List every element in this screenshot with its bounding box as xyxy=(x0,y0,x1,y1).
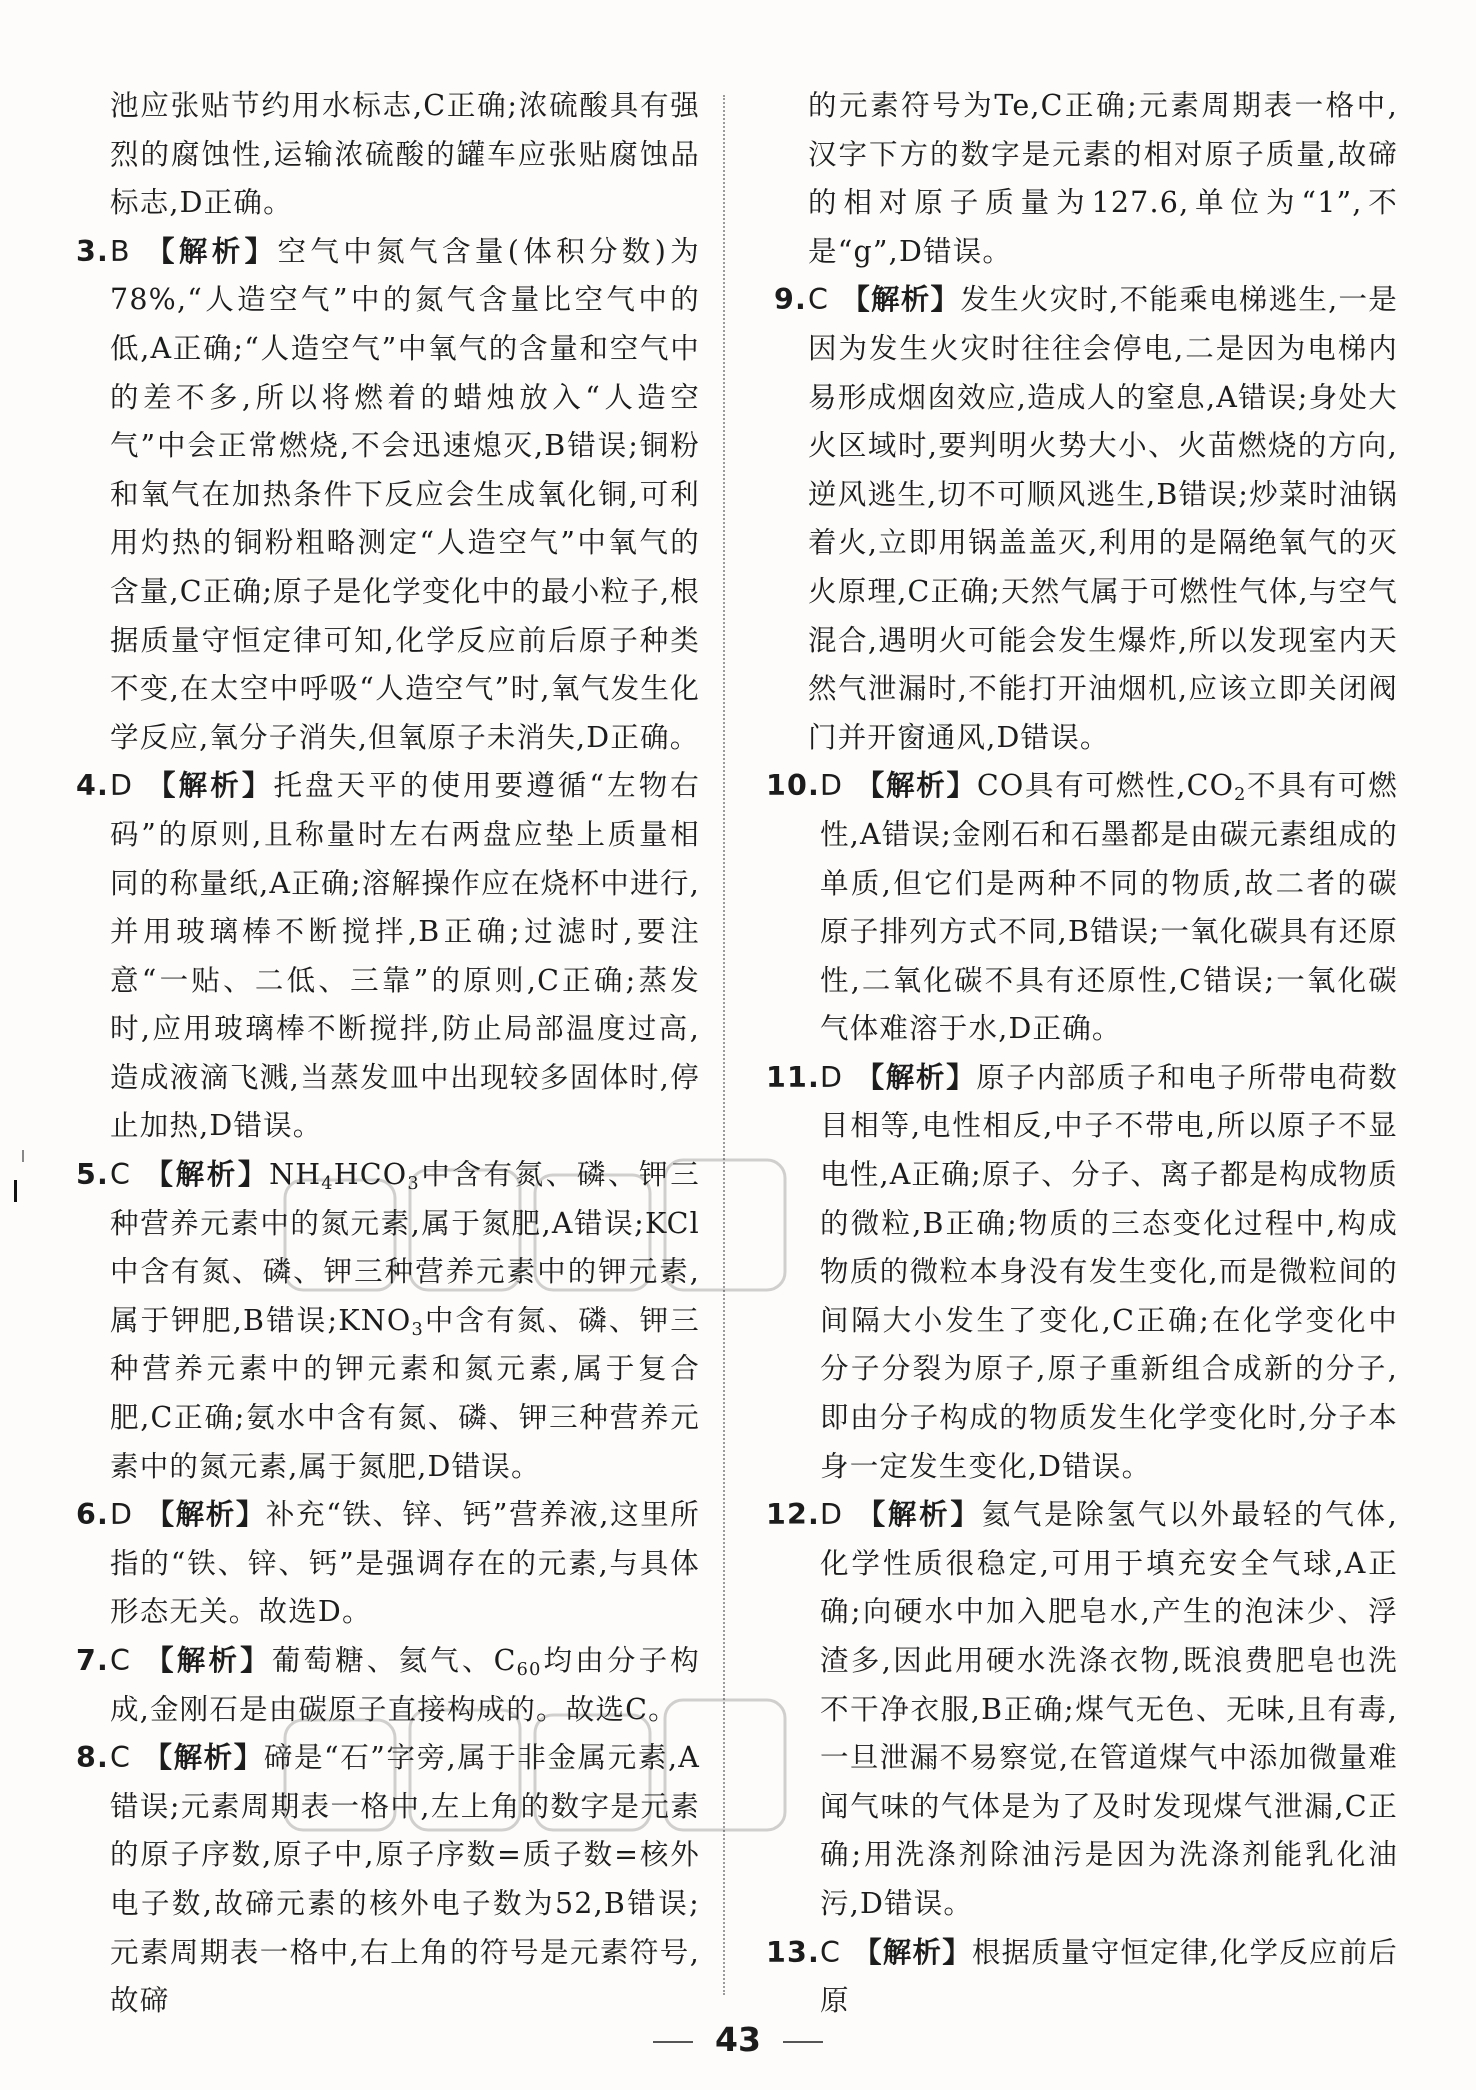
answer-letter: C xyxy=(820,1935,842,1969)
analysis-tag: 【解析】 xyxy=(145,1498,266,1532)
analysis-text: 中含有氮、磷、钾三种营养元素中的钾元素和氮元素,属于复合肥,C正确;氨水中含有氮、磷、钾三种营养元素中的氮元素,属于氮肥,D错误。 xyxy=(110,1303,700,1483)
answer-item-12 xyxy=(766,1491,1398,1928)
formula-subscript: 3 xyxy=(411,1319,424,1340)
analysis-tag: 【解析】 xyxy=(143,1741,264,1775)
analysis-tag: 【解析】 xyxy=(145,769,274,803)
answer-item-4 xyxy=(76,762,700,1151)
analysis-text: 原子内部质子和电子所带电荷数目相等,电性相反,中子不带电,所以原子不显电性,A正确;原子、分子、离子都是构成物质的微粒,B正确;物质的三态变化过程中,构成物质的微粒本身没有发生变化,而是微粒间的间隔大小发生了变化,C正确;在化学变化中分子分裂为原子,原子重新组合成新的分子,即由分子构成的物质发生化学变化时,分子本身一定发生变化,D错误。 xyxy=(820,1060,1398,1483)
analysis-text: 补充“铁、锌、钙”营养液,这里所指的“铁、锌、钙”是强调存在的元素,与具体形态无关。故选D。 xyxy=(110,1498,700,1629)
scan-mark xyxy=(14,1180,17,1202)
item-number: 10. xyxy=(766,769,821,803)
analysis-text: 发生火灾时,不能乘电梯逃生,一是因为发生火灾时往往会停电,二是因为电梯内易形成烟囱效应,造成人的窒息,A错误;身处大火区域时,要判明火势大小、火苗燃烧的方向,逆风逃生,切不可顺风逃生,B错误;炒菜时油锅着火,立即用锅盖盖灭,利用的是隔绝氧气的灭火原理,C正确;天然气属于可燃性气体,与空气混合,遇明火可能会发生爆炸,所以发现室内天然气泄漏时,不能打开油烟机,应该立即关闭阀门并开窗通风,D错误。 xyxy=(808,283,1398,754)
answer-item-10 xyxy=(766,762,1398,1054)
scan-mark xyxy=(22,1150,24,1162)
answer-item-7 xyxy=(76,1637,700,1734)
analysis-text: 托盘天平的使用要遵循“左物右码”的原则,且称量时左右两盘应垫上质量相同的称量纸,A正确;溶解操作应在烧杯中进行,并用玻璃棒不断搅拌,B正确;过滤时,要注意“一贴、二低、三靠”的原则,C正确;蒸发时,应用玻璃棒不断搅拌,防止局部温度过高,造成液滴飞溅,当蒸发皿中出现较多固体时,停止加热,D错误。 xyxy=(110,769,700,1143)
formula-nh4hco3: $NH_4HCO_3$ xyxy=(269,1158,420,1194)
item-number: 13. xyxy=(766,1935,821,1969)
right-column xyxy=(766,82,1398,2026)
left-continuation-text: 池应张贴节约用水标志,C正确;浓硫酸具有强烈的腐蚀性,运输浓硫酸的罐车应张贴腐蚀品标志,D正确。 xyxy=(110,89,700,220)
analysis-text: 葡萄糖、氦气、C xyxy=(271,1644,517,1677)
answer-item-3 xyxy=(76,228,700,763)
answer-letter: C xyxy=(110,1158,132,1192)
analysis-text: 均由分子构成,金刚石是由碳原子直接构成的。故选C。 xyxy=(110,1644,700,1726)
answer-item-9 xyxy=(774,276,1398,762)
footer-dash-left xyxy=(653,2041,693,2043)
item-number: 4. xyxy=(76,769,110,803)
answer-letter: D xyxy=(820,1060,844,1094)
item-number: 3. xyxy=(76,234,110,268)
item-number: 11. xyxy=(766,1060,821,1094)
analysis-text: 碲是“石”字旁,属于非金属元素,A错误;元素周期表一格中,左上角的数字是元素的原子序数,原子中,原子序数=质子数=核外电子数,故碲元素的核外电子数为52,B错误;元素周期表一格中,右上角的符号是元素符号,故碲 xyxy=(110,1741,700,2018)
item-number: 7. xyxy=(76,1644,110,1677)
analysis-text: 中含有氮、磷、钾三种营养元素中的氮元素,属于氮肥,A错误;KCl中含有氮、磷、钾三种营养元素中的钾元素,属于钾肥,B错误;KNO xyxy=(110,1158,700,1337)
analysis-text: 空气中氮气含量(体积分数)为78%,“人造空气”中的氮气含量比空气中的低,A正确;“人造空气”中氧气的含量和空气中的差不多,所以将燃着的蜡烛放入“人造空气”中会正常燃烧,不会迅速熄灭,B错误;铜粉和氧气在加热条件下反应会生成氧化铜,可利用灼热的铜粉粗略测定“人造空气”中氧气的含量,C正确;原子是化学变化中的最小粒子,根据质量守恒定律可知,化学反应前后原子种类不变,在太空中呼吸“人造空气”时,氧气发生化学反应,氧分子消失,但氧原子未消失,D正确。 xyxy=(110,234,700,754)
formula-subscript: 2 xyxy=(1234,785,1247,806)
answer-letter: D xyxy=(820,769,844,803)
left-column xyxy=(76,82,700,2026)
answer-letter: D xyxy=(110,1498,134,1532)
analysis-tag: 【解析】 xyxy=(855,1498,982,1532)
answer-item-8 xyxy=(76,1734,700,2026)
right-continuation-text: 的元素符号为Te,C正确;元素周期表一格中,汉字下方的数字是元素的相对原子质量,故碲的相对原子质量为127.6,单位为“1”,不是“g”,D错误。 xyxy=(808,89,1398,268)
analysis-tag: 【解析】 xyxy=(143,1644,272,1677)
page-number: 43 xyxy=(715,2020,761,2059)
analysis-tag: 【解析】 xyxy=(142,234,278,268)
answer-item-13 xyxy=(766,1929,1398,2026)
item-number: 6. xyxy=(76,1498,110,1532)
footer-dash-right xyxy=(783,2041,823,2043)
analysis-text: 氦气是除氢气以外最轻的气体,化学性质很稳定,可用于填充安全气球,A正确;向硬水中加入肥皂水,产生的泡沫少、浮渣多,因此用硬水洗涤衣物,既浪费肥皂也洗不干净衣服,B正确;煤气无色、无味,且有毒,一旦泄漏不易察觉,在管道煤气中添加微量难闻气味的气体是为了及时发现煤气泄漏,C正确;用洗涤剂除油污是因为洗涤剂能乳化油污,D错误。 xyxy=(820,1498,1398,1920)
answer-letter: D xyxy=(110,769,134,803)
item-number: 5. xyxy=(76,1158,110,1192)
item-number: 9. xyxy=(774,283,808,317)
answer-item-5 xyxy=(76,1151,700,1491)
answer-letter: C xyxy=(808,283,830,317)
answer-item-11 xyxy=(766,1054,1398,1491)
analysis-tag: 【解析】 xyxy=(855,1060,977,1094)
page-footer xyxy=(0,2020,1476,2059)
answer-letter: D xyxy=(820,1498,844,1532)
analysis-tag: 【解析】 xyxy=(143,1158,270,1192)
analysis-tag: 【解析】 xyxy=(841,283,961,317)
answer-letter: C xyxy=(110,1741,132,1775)
item-number: 12. xyxy=(766,1498,821,1532)
answer-letter: C xyxy=(110,1644,132,1677)
formula-subscript: 60 xyxy=(516,1659,542,1680)
analysis-text: 根据质量守恒定律,化学反应前后原 xyxy=(820,1935,1398,2018)
analysis-tag: 【解析】 xyxy=(853,1935,972,1969)
item-number: 8. xyxy=(76,1741,110,1775)
analysis-tag: 【解析】 xyxy=(855,769,977,803)
answer-letter: B xyxy=(110,234,131,268)
analysis-text: 不具有可燃性,A错误;金刚石和石墨都是由碳元素组成的单质,但它们是两种不同的物质,故二者的碳原子排列方式不同,B错误;一氧化碳具有还原性,二氧化碳不具有还原性,C错误;一氧化碳气体难溶于水,D正确。 xyxy=(820,769,1398,1046)
column-divider xyxy=(723,95,725,1995)
analysis-text: CO具有可燃性,CO xyxy=(976,769,1235,803)
answer-item-6 xyxy=(76,1491,700,1637)
